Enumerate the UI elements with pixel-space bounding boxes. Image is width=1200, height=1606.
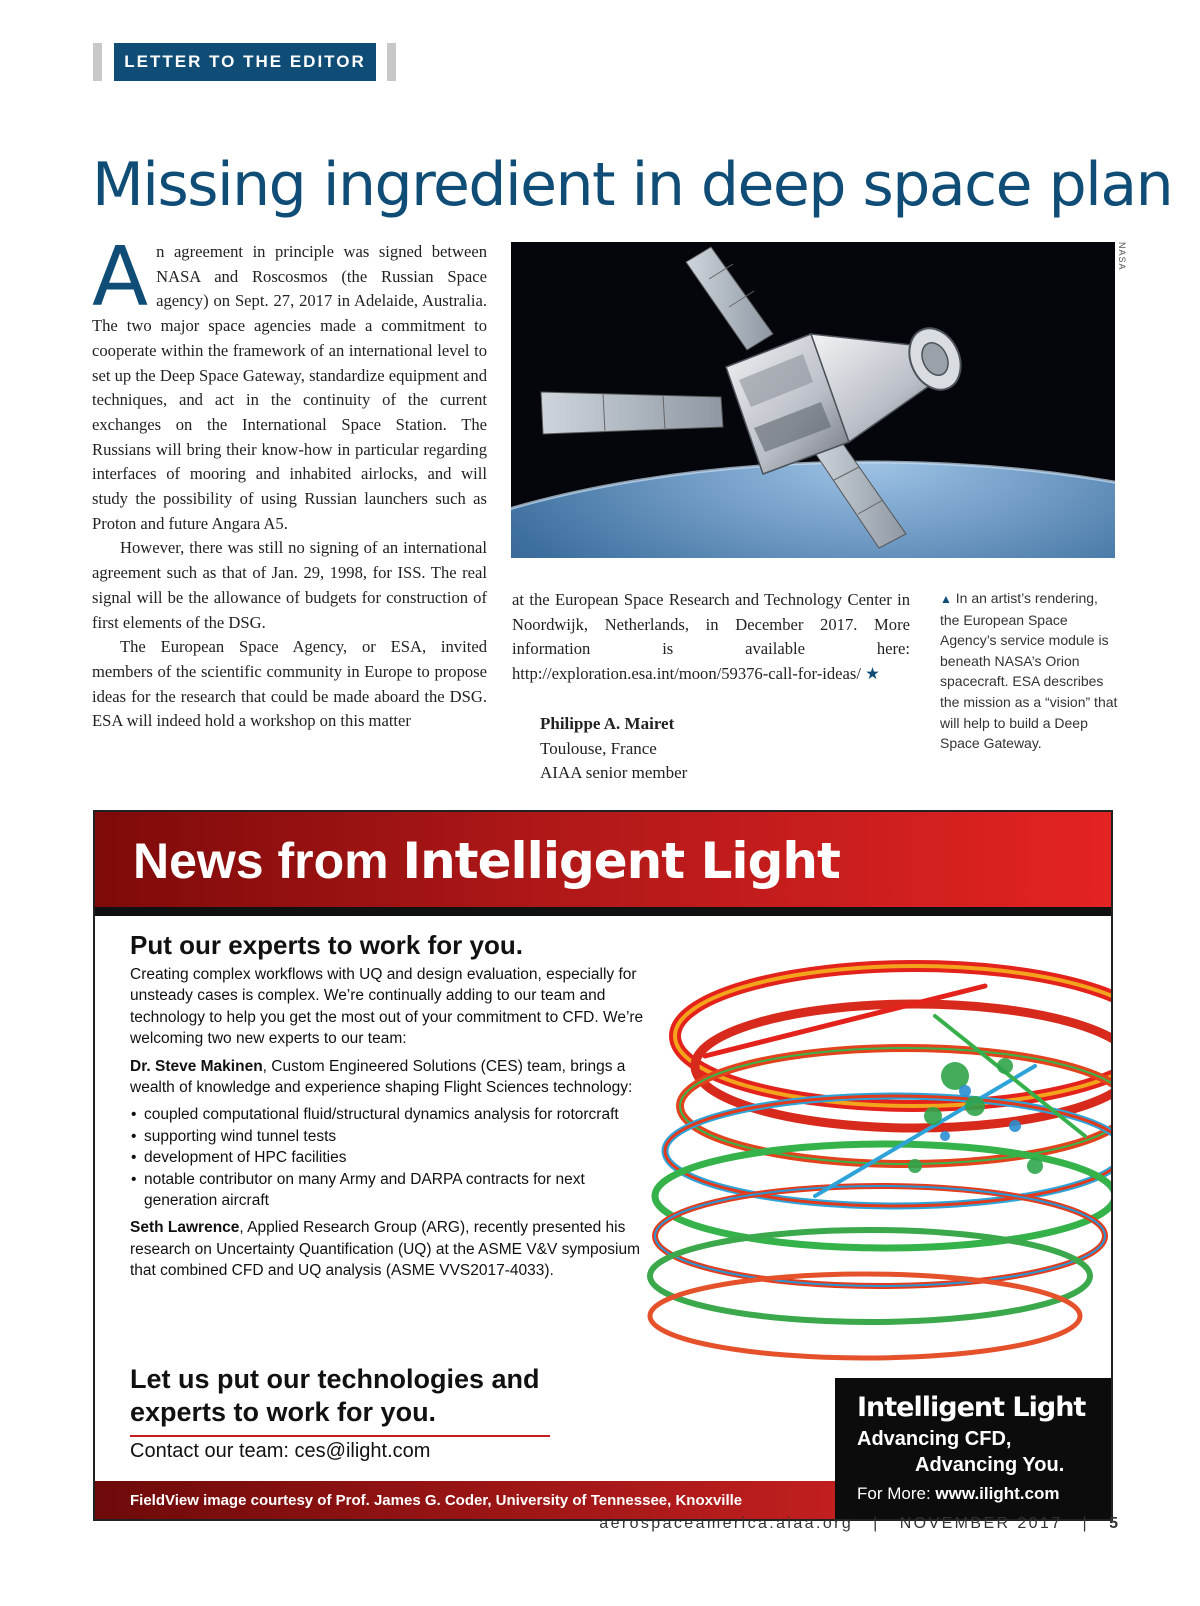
list-item: • supporting wind tunnel tests: [130, 1126, 660, 1147]
section-bar-right: [387, 43, 396, 81]
page-footer: [599, 1515, 1118, 1533]
article-column-1: [92, 230, 487, 734]
expert-1-description: , Custom Engineered Solutions (CES) team, brings a wealth of knowledge and experience shaping Flight Sciences technology:: [130, 1057, 633, 1097]
logo-more-info: [857, 1484, 1059, 1504]
article-paragraph-3-text: at the European Space Research and Technology Center in Noordwijk, Netherlands, in December 2017. More information is available here: http://exploration.esa.int/moon/59376-call-for-ideas/: [512, 590, 910, 684]
signature-title: AIAA senior member: [540, 763, 688, 783]
caption-text: In an artist’s rendering, the European Space Agency’s service module is beneath NASA’s Orion spacecraft. ESA describes the mission as a “vision” that will help to build a Deep Space Gateway.: [940, 590, 1118, 752]
ad-intro: Creating complex workflows with UQ and design evaluation, especially for unsteady cases is complex. We’re continually adding to our team and technology to help you get the most out of your commitment to CFD. We’re welcoming two new experts to our team:: [130, 966, 644, 1048]
section-label: LETTER TO THE EDITOR: [114, 43, 376, 81]
ad-heading: Put our experts to work for you.: [130, 930, 523, 960]
footer-separator: |: [1082, 1515, 1090, 1532]
footer-issue: NOVEMBER 2017: [899, 1515, 1063, 1532]
list-item: • notable contributor on many Army and DARPA contracts for next generation aircraft: [130, 1169, 660, 1212]
orion-spacecraft-photo: [511, 242, 1115, 558]
end-mark-star-icon: ★: [865, 664, 881, 684]
article-headline: Missing ingredient in deep space plan: [92, 150, 1173, 220]
ad-header: [95, 812, 1111, 916]
ad-body: [130, 964, 660, 1288]
section-bar-left: [93, 43, 102, 81]
article-paragraph-2: However, there was still no signing of an international agreement such as that of Jan. 29, 1998, for ISS. The real signal will be the allowance of budgets for construction of first elements of the DSG.: [92, 538, 487, 632]
article-paragraph-1: n agreement in principle was signed between NASA and Roscosmos (the Russian Space agency) on Sept. 27, 2017 in Adelaide, Australia. The two major space agencies made a commitment to cooperate within the framework of an international level to set up the Deep Space Gateway, standardize equipment and techniques, and act in the continuity of the current exchanges on the International Space Station. The Russians will bring their know-how in particular regarding interfaces of mooring and inhabited airlocks, and will study the possibility of using Russian launchers such as Proton and future Angara A5.: [92, 242, 487, 533]
page-number: 5: [1109, 1515, 1118, 1532]
more-label: For More:: [857, 1484, 931, 1503]
cfd-vortex-visualization: [615, 916, 1111, 1368]
signature-location: Toulouse, France: [540, 738, 657, 758]
ad-url-link[interactable]: www.ilight.com: [935, 1484, 1060, 1503]
expert-1-bullets: [130, 1104, 660, 1211]
list-item: • development of HPC facilities: [130, 1147, 660, 1168]
intelligent-light-logo: Intelligent Light: [857, 1392, 1086, 1423]
expert-1-name: Dr. Steve Makinen: [130, 1057, 263, 1075]
article-column-2: [512, 588, 910, 687]
ad-title-brand: Intelligent Light: [402, 832, 840, 890]
orion-illustration: [511, 242, 1115, 558]
solar-array-left: [541, 392, 723, 434]
intelligent-light-ad: [93, 810, 1113, 1521]
ad-image-credit: FieldView image courtesy of Prof. James G. Coder, University of Tennessee, Knoxville: [95, 1481, 835, 1519]
logo-tagline-1: Advancing CFD,: [857, 1428, 1012, 1450]
article-paragraph-3-continued: [512, 588, 910, 687]
signature-name: Philippe A. Mairet: [540, 714, 675, 733]
expert-2-name: Seth Lawrence: [130, 1219, 240, 1237]
letter-signature: [540, 712, 687, 786]
list-item: • coupled computational fluid/structural dynamics analysis for rotorcraft: [130, 1104, 660, 1125]
ad-title-prefix: News from: [133, 833, 389, 889]
ad-call-to-action: Let us put our technologies and experts to work for you.: [130, 1363, 550, 1437]
photo-caption: [940, 588, 1118, 754]
logo-tagline-2: Advancing You.: [915, 1454, 1065, 1476]
caption-triangle-icon: ▲: [940, 592, 952, 606]
footer-site-url[interactable]: aerospaceamerica.aiaa.org: [599, 1515, 854, 1532]
drop-cap: A: [92, 230, 149, 325]
expert-2-description: , Applied Research Group (ARG), recently presented his research on Uncertainty Quantification (UQ) at the ASME V&V symposium that combined CFD and UQ analysis (ASME VVS2017-4033).: [130, 1219, 640, 1280]
ad-contact[interactable]: Contact our team: ces@ilight.com: [130, 1440, 431, 1462]
article-paragraph-3: The European Space Agency, or ESA, invited members of the scientific community in Europe to propose ideas for the research that could be made aboard the DSG. ESA will indeed hold a workshop on this matter: [92, 637, 487, 731]
footer-separator: |: [873, 1515, 880, 1532]
ad-expert-1: [130, 1056, 660, 1099]
photo-credit: NASA: [1117, 242, 1127, 271]
ad-title: [133, 832, 840, 890]
ad-expert-2: [130, 1217, 660, 1281]
ad-logo-box: [835, 1378, 1111, 1519]
